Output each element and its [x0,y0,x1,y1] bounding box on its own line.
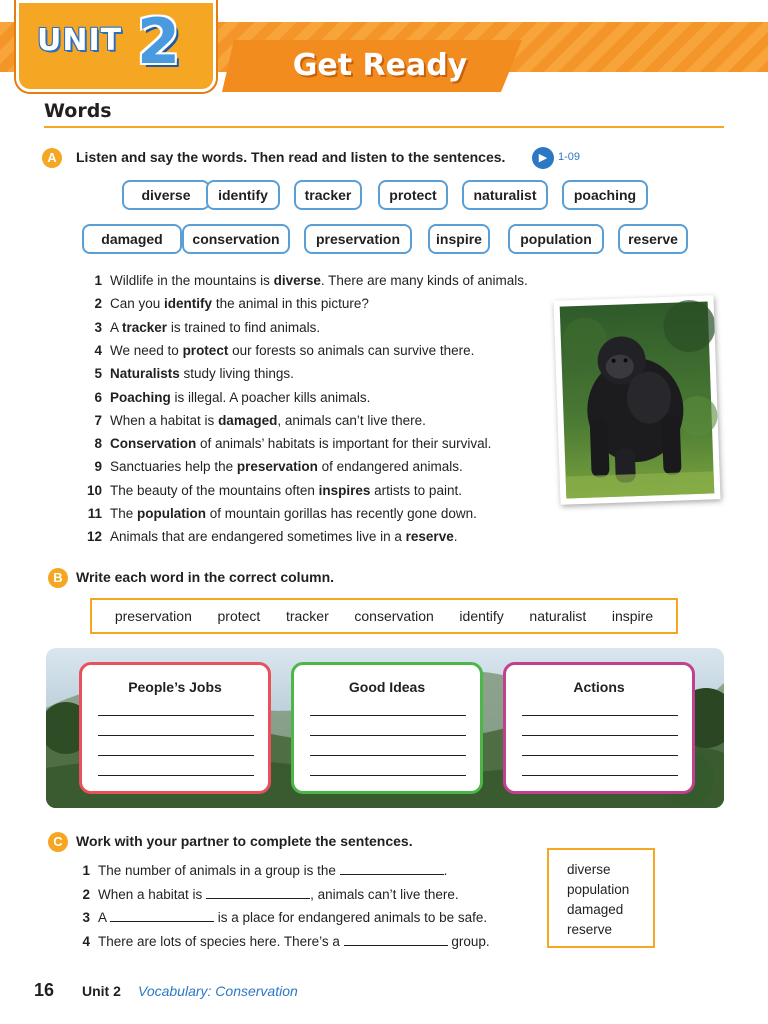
sentence-number: 1 [94,273,102,288]
completion-item [74,886,459,902]
sentence-number: 4 [82,933,90,949]
word-bank-item: reserve [567,922,613,937]
sentence-item [74,343,474,358]
sentence-text: The number of animals in a group is the [98,863,340,878]
answer-blank[interactable] [340,862,444,875]
sentence-keyword: Conservation [110,436,197,452]
sentence-text: A [110,319,123,335]
completion-item [74,862,447,878]
section-a-badge: A [42,148,62,168]
sentence-item [74,436,491,451]
page-number: 16 [34,980,55,1000]
footer-unit: Unit 2 [82,983,121,999]
sentence-keyword: diverse [273,273,321,288]
sentence-keyword: inspires [318,482,371,498]
answer-line[interactable] [310,715,466,716]
section-heading: Words [44,100,112,122]
word-bank-item: identify [459,608,504,624]
word-chip: inspire [428,224,490,254]
sentence-keyword: damaged [218,412,278,428]
sentence-keyword: population [137,506,206,521]
sentence-item [74,483,462,498]
answer-line[interactable] [522,735,678,736]
sorting-column [79,662,271,794]
sentence-text: of animals’ habitats is important for their survival. [196,436,492,452]
sentence-text: , animals can’t live there. [310,886,459,902]
sentence-text: Can you [110,296,165,312]
sentence-number: 6 [94,389,102,405]
answer-blank[interactable] [344,933,448,946]
sentence-number: 7 [94,412,102,428]
sentence-text: is illegal. A poacher kills animals. [170,389,371,405]
sentence-item [74,506,477,521]
word-bank-item: conservation [354,608,434,624]
section-b-instruction: Write each word in the correct column. [76,569,335,585]
answer-line[interactable] [98,755,254,756]
sentence-text: Animals that are endangered sometimes live in a [110,529,406,545]
sentence-text: , animals can’t live there. [277,412,426,428]
word-chip: tracker [294,180,362,210]
answer-line[interactable] [522,755,678,756]
sentence-text: is trained to find animals. [167,319,321,335]
answer-line[interactable] [522,715,678,716]
sentence-number: 2 [82,886,90,902]
unit-badge [16,0,216,92]
column-title: People’s Jobs [128,679,222,695]
sentence-keyword: protect [182,342,229,358]
word-bank-item: damaged [567,902,624,917]
sentence-text: A [98,910,111,925]
sorting-column [503,662,695,794]
sentence-item [74,413,426,428]
sentence-keyword: reserve [405,529,454,545]
sorting-column [291,662,483,794]
audio-icon[interactable]: ▶ [532,147,554,169]
word-bank-item: population [567,882,630,897]
sentence-keyword: Poaching [110,389,171,405]
sentence-keyword: preservation [236,459,318,475]
word-chip: naturalist [462,180,548,210]
sentence-text: of endangered animals. [317,459,463,475]
word-chip: preservation [304,224,412,254]
sentence-keyword: identify [164,296,213,312]
answer-line[interactable] [98,775,254,776]
sentence-text: There are lots of species here. There’s a [98,933,344,949]
gorilla-photo [553,295,720,504]
section-a-instruction: Listen and say the words. Then read and listen to the sentences. [76,149,506,165]
word-bank-item: protect [217,608,261,624]
sentence-text: of mountain gorillas has recently gone down. [206,506,477,521]
column-title: Good Ideas [348,679,426,695]
word-chip: diverse [122,180,210,210]
column-title: Actions [573,679,625,695]
sentence-number: 8 [94,436,102,452]
sentence-item [74,273,528,288]
section-c-instruction: Work with your partner to complete the sentences. [76,833,413,849]
answer-line[interactable] [98,715,254,716]
sentence-text: study living things. [179,366,294,382]
sentence-number: 12 [86,529,102,545]
word-chip: population [508,224,604,254]
word-chip: conservation [182,224,290,254]
unit-number: 2 [137,5,181,78]
sentence-text: group. [447,933,490,949]
heading-divider [44,126,724,128]
sentence-text: the animal in this picture? [212,296,369,312]
sentence-text: our forests so animals can survive there. [228,342,475,358]
gorilla-image [553,295,720,504]
word-bank-item: diverse [567,862,611,877]
sentence-text: is a place for endangered animals to be safe. [214,910,488,925]
sentence-text: Sanctuaries help the [110,459,237,475]
sentence-keyword: Naturalists [110,366,180,382]
sentence-text: artists to paint. [370,482,462,498]
section-c-badge: C [48,832,68,852]
sentence-item [74,529,457,544]
sentence-text: The beauty of the mountains often [110,482,319,498]
word-chip: reserve [618,224,688,254]
answer-line[interactable] [310,775,466,776]
answer-line[interactable] [98,735,254,736]
word-bank-c [547,848,655,948]
footer-topic: Vocabulary: Conservation [138,983,298,999]
word-bank-item: preservation [114,608,192,624]
answer-line[interactable] [310,735,466,736]
answer-line[interactable] [522,775,678,776]
word-chip: protect [378,180,448,210]
sentence-number: 2 [94,296,102,312]
sentence-keyword: tracker [122,319,168,335]
word-bank-item: naturalist [529,608,587,624]
section-b-badge: B [48,568,68,588]
sentence-number: 5 [94,366,102,382]
sentence-number: 3 [82,910,90,925]
unit-label: UNIT [37,23,123,58]
sentence-number: 1 [82,863,90,878]
sentence-text: . There are many kinds of animals. [320,273,528,288]
sentence-text: When a habitat is [110,412,219,428]
sentence-number: 11 [87,506,102,521]
sentence-item [74,366,294,381]
audio-track-label: 1-09 [558,151,581,163]
answer-blank[interactable] [110,909,214,922]
sentence-number: 10 [86,482,102,498]
sentence-item [74,296,369,311]
sentence-item [74,459,463,474]
answer-line[interactable] [310,755,466,756]
sentence-text: When a habitat is [98,886,207,902]
sentence-text: We need to [110,342,183,358]
sentence-item [74,320,320,335]
word-bank-item: tracker [285,608,329,624]
completion-item [74,933,490,949]
sentence-text: The [110,506,138,521]
sentence-number: 9 [94,459,102,475]
sentence-item [74,390,370,405]
sentence-text: . [443,863,448,878]
sentence-text: . [453,529,458,545]
sentence-number: 3 [94,319,102,335]
page-title: Get Ready [292,48,468,83]
word-chip: damaged [82,224,182,254]
word-chip: poaching [562,180,648,210]
word-bank-item: inspire [611,608,654,624]
completion-item [74,909,487,925]
sentence-text: Wildlife in the mountains is [110,273,274,288]
sentence-number: 4 [94,342,102,358]
word-bank-b [90,598,678,634]
word-chip: identify [206,180,280,210]
answer-blank[interactable] [206,886,310,899]
